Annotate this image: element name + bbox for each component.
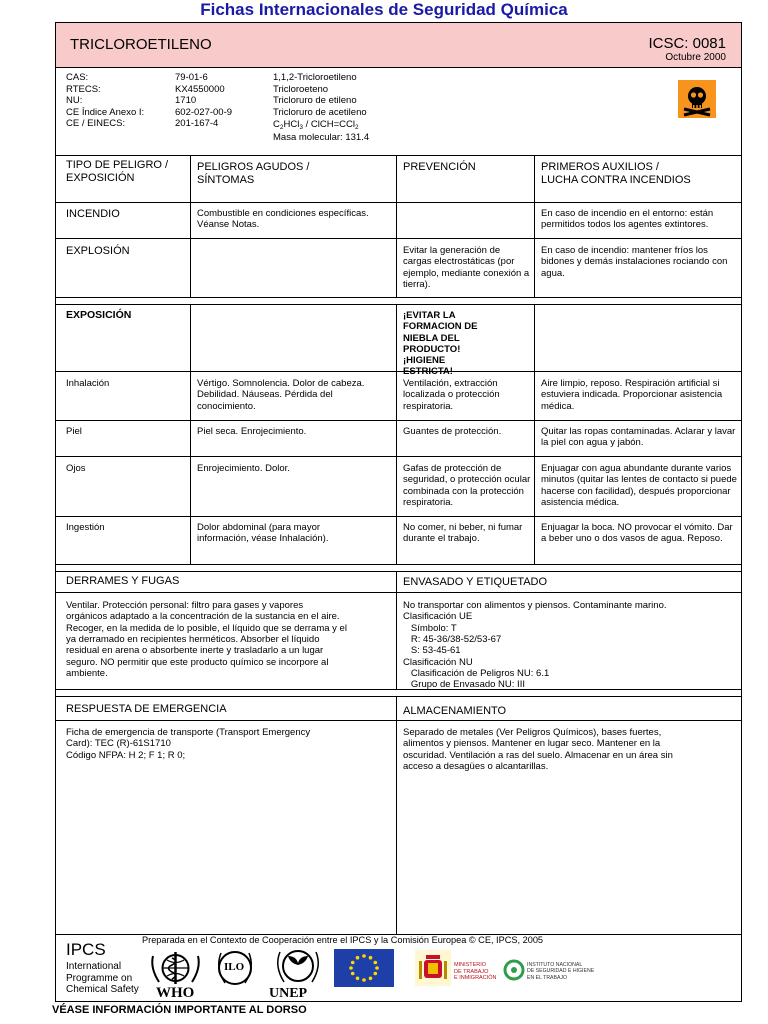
envasado-line: R: 45-36/38-52/53-67: [403, 633, 502, 645]
identifier-values: [175, 72, 232, 130]
row-label-ojos: Ojos: [66, 463, 86, 474]
row-label-exposicion: EXPOSICIÓN: [66, 309, 132, 321]
nu-value: 1710: [175, 95, 197, 107]
who-emblem-icon: [148, 948, 203, 988]
ministry-crest-icon: [415, 950, 451, 986]
column-divider: [396, 304, 397, 564]
rule: [55, 304, 742, 305]
respuesta-line: Card): TEC (R)-61S1710: [66, 738, 171, 750]
column-divider: [396, 696, 397, 934]
revision-date: Octubre 2000: [665, 52, 726, 63]
ojos-sintomas: Enrojecimiento. Dolor.: [197, 463, 290, 474]
piel-sintomas: Piel seca. Enrojecimiento.: [197, 426, 307, 437]
ce-index-label: CE Índice Anexo I:: [66, 106, 145, 118]
ingestion-sintomas: Dolor abdominal (para mayor información, véase Inhalación).: [197, 522, 329, 545]
column-divider: [534, 155, 535, 297]
synonym: Tricloruro de acetileno: [273, 106, 367, 118]
skull-crossbones-icon: [678, 80, 716, 118]
rule: [55, 592, 742, 593]
ipcs-logo-text: IPCS: [66, 940, 106, 959]
ojos-auxilios: Enjuagar con agua abundante durante varios minutos (quitar las lentes de contacto si puede hacerse con facilidad), después proporcionar asistencia médica.: [541, 463, 737, 508]
cas-value: 79-01-6: [175, 72, 208, 83]
almacenamiento-line: acceso a desagües o alcantarillas.: [403, 760, 549, 772]
inhalacion-prevencion: Ventilación, extracción localizada o protección respiratoria.: [403, 378, 500, 412]
synonyms: [273, 72, 369, 144]
unep-logo-text: UNEP: [269, 986, 308, 1001]
envasado-line: Símbolo: T: [403, 622, 457, 634]
header-peligros-agudos: PELIGROS AGUDOS / SÍNTOMAS: [197, 161, 310, 186]
unep-emblem-icon: [272, 946, 324, 988]
rule: [55, 571, 742, 572]
ojos-prevencion: Gafas de protección de seguridad, o protección ocular combinada con la protección respiratoria.: [403, 463, 531, 508]
envasado-line: S: 53-45-61: [403, 645, 461, 657]
rule: [55, 516, 742, 517]
column-divider: [396, 155, 397, 297]
ingestion-auxilios: Enjuagar la boca. NO provocar el vómito. Dar a beber uno o dos vasos de agua. Reposo.: [541, 522, 733, 545]
ilo-logo-text: ILO: [224, 961, 245, 973]
synonym: Tricloroeteno: [273, 83, 329, 95]
derrames-line: orgánicos adaptado a la concentración de la sustancia en el aire.: [66, 611, 340, 623]
envasado-line: Grupo de Envasado NU: III: [403, 679, 525, 691]
column-divider: [534, 304, 535, 564]
cas-label: CAS:: [66, 72, 89, 83]
synonym: 1,1,2-Tricloroetileno: [273, 72, 357, 83]
icsc-number: ICSC: 0081: [648, 35, 726, 52]
molecular-mass: Masa molecular: 131.4: [273, 132, 370, 144]
row-label-piel: Piel: [66, 426, 82, 437]
almacenamiento-line: Separado de metales (Ver Peligros Químicos), bases fuertes,: [403, 727, 662, 738]
row-label-ingestion: Ingestión: [66, 522, 105, 533]
envasado-title: ENVASADO Y ETIQUETADO: [403, 576, 548, 588]
derrames-line: ambiente.: [66, 667, 108, 679]
row-label-incendio: INCENDIO: [66, 208, 120, 220]
chemical-formula: $C_2HCl_3$ / ClCH=CCl$_2$: [273, 119, 359, 132]
respuesta-title: RESPUESTA DE EMERGENCIA: [66, 703, 227, 715]
envasado-line: Clasificación de Peligros NU: 6.1: [403, 667, 550, 679]
explosion-auxilios: En caso de incendio: mantener fríos los bidones y demás instalaciones rociando con agua.: [541, 245, 728, 279]
envasado-line: Clasificación NU: [403, 656, 473, 668]
synonym: Tricloruro de etileno: [273, 95, 357, 107]
einecs-label: CE / EINECS:: [66, 118, 126, 130]
back-page-note: VÉASE INFORMACIÓN IMPORTANTE AL DORSO: [52, 1004, 307, 1016]
header-tipo-peligro: TIPO DE PELIGRO / EXPOSICIÓN: [66, 159, 169, 184]
almacenamiento-line: oscuridad. Ventilación a ras del suelo. Almacenar en un área sin: [403, 749, 673, 761]
rule: [55, 371, 742, 372]
almacenamiento-line: alimentos y piensos. Mantener en lugar seco. Mantener en la: [403, 738, 661, 750]
inhalacion-auxilios: Aire limpio, reposo. Respiración artificial si estuviera indicada. Proporcionar asistencia médica.: [541, 378, 723, 412]
rtecs-label: RTECS:: [66, 83, 101, 95]
identifier-labels: [66, 72, 144, 130]
header-prevencion: PREVENCIÓN: [403, 161, 476, 173]
incendio-auxilios: En caso de incendio en el entorno: están permitidos todos los agentes extintores.: [541, 208, 714, 231]
derrames-line: Recoger, en la medida de lo posible, el líquido que se derrama y el: [66, 622, 347, 634]
rule: [55, 202, 742, 203]
piel-auxilios: Quitar las ropas contaminadas. Aclarar y lavar la piel con agua y jabón.: [541, 426, 736, 449]
rule: [55, 564, 742, 565]
ministry-name: MINISTERIO DE TRABAJO E INMIGRACIÓN: [454, 962, 497, 981]
rule: [55, 238, 742, 239]
rule: [55, 720, 742, 721]
column-divider: [396, 571, 397, 689]
incendio-sintomas: Combustible en condiciones específicas. Véanse Notas.: [197, 208, 369, 231]
who-logo-text: WHO: [156, 985, 195, 1001]
ipcs-full-name: International Programme on Chemical Safety: [66, 961, 139, 995]
ce-index-value: 602-027-00-9: [175, 106, 233, 118]
document-title: Fichas Internacionales de Seguridad Química: [200, 0, 568, 19]
envasado-line: Clasificación UE: [403, 611, 473, 623]
derrames-line: seguro. NO permitir que este producto químico se incorpore al: [66, 656, 329, 668]
derrames-line: residual en arena o absorbente inerte y trasladarlo a un lugar: [66, 645, 324, 657]
respuesta-line: Código NFPA: H 2; F 1; R 0;: [66, 749, 186, 761]
column-divider: [190, 155, 191, 297]
eu-flag-icon: [334, 949, 394, 987]
exposicion-prevencion: ¡EVITAR LA FORMACION DE NIEBLA DEL PRODUCTO! ¡HIGIENE ESTRICTA!: [403, 310, 478, 378]
rule: [55, 456, 742, 457]
piel-prevencion: Guantes de protección.: [403, 426, 502, 437]
almacenamiento-title: ALMACENAMIENTO: [403, 705, 507, 717]
inhalacion-sintomas: Vértigo. Somnolencia. Dolor de cabeza. Debilidad. Náuseas. Pérdida del conocimiento.: [197, 378, 365, 412]
row-label-explosion: EXPLOSIÓN: [66, 245, 130, 257]
derrames-title: DERRAMES Y FUGAS: [66, 575, 180, 587]
explosion-prevencion: Evitar la generación de cargas electrostáticas (por ejemplo, mediante conexión a tierra).: [403, 245, 530, 290]
respuesta-line: Ficha de emergencia de transporte (Transport Emergency: [66, 727, 311, 738]
envasado-line: No transportar con alimentos y piensos. Contaminante marino.: [403, 600, 667, 611]
einecs-value: 201-167-4: [175, 118, 219, 130]
ingestion-prevencion: No comer, ni beber, ni fumar durante el trabajo.: [403, 522, 523, 545]
rtecs-value: KX4550000: [175, 83, 225, 95]
rule: [55, 689, 742, 690]
rule: [55, 155, 742, 156]
insht-logo-icon: [503, 959, 525, 981]
insht-name: INSTITUTO NACIONAL DE SEGURIDAD E HIGIENE EN EL TRABAJO: [527, 962, 595, 981]
derrames-line: ya derramado en recipientes herméticos. Absorber el líquido: [66, 633, 320, 645]
rule: [55, 420, 742, 421]
nu-label: NU:: [66, 95, 83, 107]
cooperation-statement: Preparada en el Contexto de Cooperación entre el IPCS y la Comisión Europea © CE, IPCS, 2005: [142, 935, 544, 945]
rule: [55, 696, 742, 697]
column-divider: [190, 304, 191, 564]
rule: [55, 297, 742, 298]
header-primeros-auxilios: PRIMEROS AUXILIOS / LUCHA CONTRA INCENDIOS: [541, 161, 691, 186]
derrames-line: Ventilar. Protección personal: filtro para gases y vapores: [66, 600, 304, 611]
substance-name: TRICLOROETILENO: [70, 36, 212, 53]
row-label-inhalacion: Inhalación: [66, 378, 110, 389]
